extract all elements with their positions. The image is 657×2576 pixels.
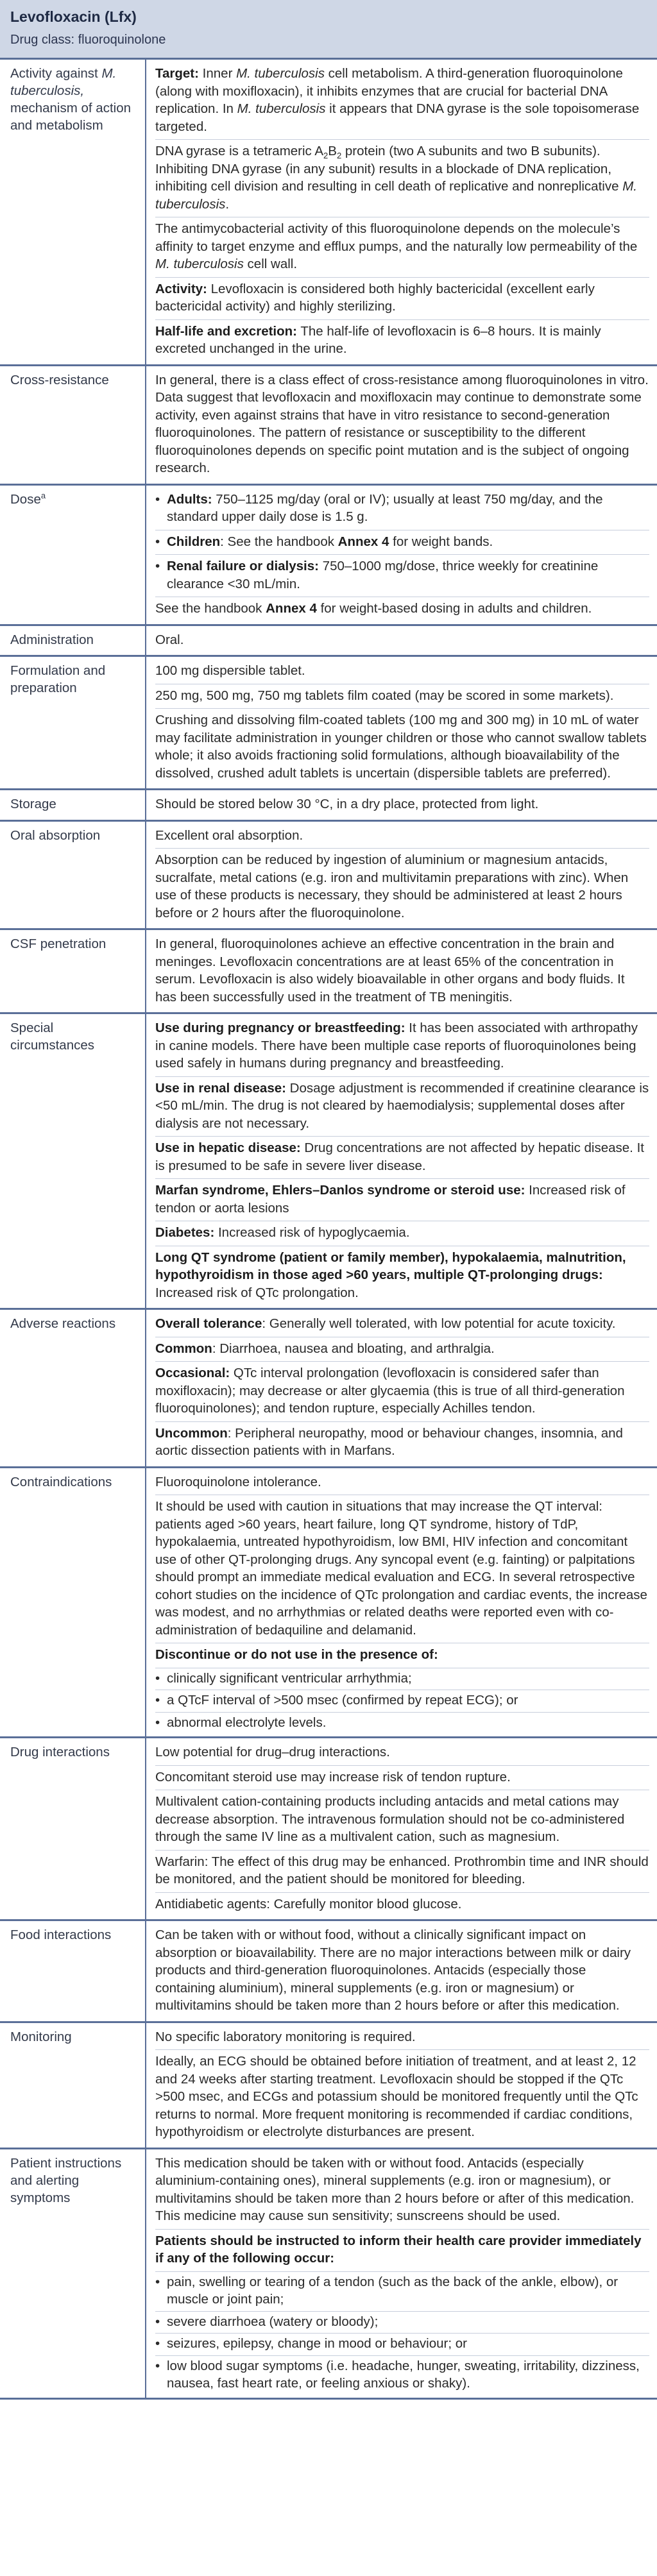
row-dose (0, 486, 657, 626)
row-label-dose: Dose$^a$ (10, 490, 46, 507)
row-monitoring (0, 2023, 657, 2149)
row-storage (0, 790, 657, 822)
drug-class: Drug class: fluoroquinolone (10, 33, 166, 47)
monitoring-none: No specific laboratory monitoring is required. (155, 2026, 649, 2051)
row-label-oral-absorption: Oral absorption (10, 827, 101, 843)
contraindications-intolerance: Fluoroquinolone intolerance. (155, 1471, 649, 1496)
activity-target: Target: Inner M. tuberculosis cell metabolism. A third-generation fluoroquinolone (along with moxifloxacin), it inhibits enzymes that are crucial for bacterial DNA replication. In M. tuberculosis it appears that DNA gyrase is the sole topoisomerase targeted. (155, 62, 649, 140)
row-content-dose (145, 486, 657, 624)
row-activity (0, 60, 657, 366)
adverse-occasional: Occasional: QTc interval prolongation (levofloxacin is considered safer than moxifloxacin); may decrease or alter glycaemia (this is true of all third-generation fluoroquinolones); and tendon rupture, especially Achilles tendon. (155, 1362, 649, 1422)
drug-interactions-low: Low potential for drug–drug interactions. (155, 1741, 649, 1766)
row-label-monitoring: Monitoring (10, 2029, 72, 2044)
storage-text: Should be stored below 30 °C, in a dry place, protected from light. (155, 797, 539, 811)
row-label-adverse: Adverse reactions (10, 1316, 116, 1331)
cross-resistance-text: In general, there is a class effect of cross-resistance among fluoroquinolones in vitro. Data suggest that levofloxacin and moxifloxacin may continue to demonstrate some activity, even against strains that have in vitro resistance to second-generation fluoroquinolones. The pattern of resistance or susceptibility to the different fluoroquinolones depends on specific point mutation and is the subject of ongoing research. (155, 372, 649, 475)
oral-absorption-excellent: Excellent oral absorption. (155, 824, 649, 849)
row-content-drug-interactions (145, 1738, 657, 1919)
row-content-activity (145, 60, 657, 364)
row-label-administration: Administration (10, 632, 94, 647)
row-content-oral-absorption (145, 822, 657, 929)
row-label-formulation: Formulation and preparation (10, 663, 106, 695)
row-label-storage: Storage (10, 797, 56, 811)
contraindications-bullet-arrhythmia: • clinically significant ventricular arrhythmia; (155, 1668, 649, 1691)
row-content-csf (145, 930, 657, 1012)
dose-children: • Children: See the handbook Annex 4 for weight bands. (155, 530, 649, 555)
contraindications-caution: It should be used with caution in situations that may increase the QT interval: patients aged >60 years, heart failure, long QT syndrome, history of TdP, hypokalaemia, untreated hypothyroidism, low BMI, HIV infection and concomitant use of other QT-prolonging drugs. Any syncopal event (e.g. fainting) or palpitations should prompt an immediate medical evaluation and ECG. In several retrospective cohort studies on the incidence of QTc prolongation and cardiac events, the increase was modest, and no arrhythmias or related deaths were reported even with co-administration of bedaquiline and delamanid. (155, 1495, 649, 1643)
row-label-csf: CSF penetration (10, 936, 107, 951)
special-renal: Use in renal disease: Dosage adjustment is recommended if creatinine clearance is <50 mL/min. The drug is not cleared by haemodialysis; supplemental doses after dialysis are not necessary. (155, 1077, 649, 1137)
special-diabetes: Diabetes: Increased risk of hypoglycaemia. (155, 1221, 649, 1246)
row-content-patient (145, 2149, 657, 2398)
row-label-special: Special circumstances (10, 1021, 95, 1053)
monograph-header (0, 0, 657, 60)
row-contraindications (0, 1468, 657, 1739)
adverse-common: Common: Diarrhoea, nausea and bloating, and arthralgia. (155, 1337, 649, 1362)
special-pregnancy: Use during pregnancy or breastfeeding: It has been associated with arthropathy in canine models. There have been multiple case reports of fluoroquinolones being used safely in humans during pregnancy and breastfeeding. (155, 1017, 649, 1077)
row-drug-interactions (0, 1738, 657, 1921)
activity-dna-gyrase: DNA gyrase is a tetrameric $A_2B_2$ protein (two A subunits and two B subunits). Inhibiting DNA gyrase (in any subunit) results in a blockade of DNA replication, inhibiting cell division and resulting in cell death of replicative and nonreplicative M. tuberculosis. (155, 140, 649, 217)
row-label-patient: Patient instructions and alerting symptoms (10, 2155, 122, 2205)
activity-activity: Activity: Levofloxacin is considered both highly bactericidal (excellent early bactericidal activity) and highly sterilizing. (155, 278, 649, 320)
activity-half-life: Half-life and excretion: The half-life of levofloxacin is 6–8 hours. It is mainly excreted unchanged in the urine. (155, 323, 601, 356)
administration-text: Oral. (155, 632, 184, 647)
contraindications-bullet-qtcf: • a QTcF interval of >500 msec (confirmed by repeat ECG); or (155, 1690, 649, 1713)
formulation-dispersible: 100 mg dispersible tablet. (155, 659, 649, 684)
contraindications-bullet-electrolyte: • abnormal electrolyte levels. (155, 1713, 649, 1734)
patient-inform-provider: Patients should be instructed to inform their health care provider immediately if any of the following occur: (155, 2230, 649, 2272)
row-label-cross-resistance: Cross-resistance (10, 372, 109, 387)
drug-interactions-warfarin: Warfarin: The effect of this drug may be enhanced. Prothrombin time and INR should be monitored, and the patient should be monitored for bleeding. (155, 1851, 649, 1893)
row-food-interactions (0, 1921, 657, 2023)
row-special-circumstances (0, 1014, 657, 1310)
row-content-special (145, 1014, 657, 1308)
adverse-overall: Overall tolerance: Generally well tolerated, with low potential for acute toxicity. (155, 1312, 649, 1337)
row-label-activity: Activity against M. tuberculosis, mechanism of action and metabolism (10, 66, 132, 133)
adverse-uncommon: Uncommon: Peripheral neuropathy, mood or behaviour changes, insomnia, and aortic dissection patients with in Marfans. (155, 1425, 623, 1458)
drug-interactions-steroid: Concomitant steroid use may increase risk of tendon rupture. (155, 1766, 649, 1791)
row-csf-penetration (0, 930, 657, 1014)
drug-title: Levofloxacin (Lfx) (10, 8, 137, 25)
formulation-tablets: 250 mg, 500 mg, 750 mg tablets film coated (may be scored in some markets). (155, 684, 649, 709)
row-administration (0, 626, 657, 657)
row-content-formulation (145, 657, 657, 788)
row-content-cross-resistance (145, 366, 657, 484)
drug-interactions-cation: Multivalent cation-containing products including antacids and metal cations may decrease absorption. The intravenous formulation should not be co-administered through the same IV line as a multivalent cation, such as magnesium. (155, 1790, 649, 1851)
csf-text: In general, fluoroquinolones achieve an effective concentration in the brain and meninges. Levofloxacin concentrations are at least 65% of the concentration in serum. Levofloxacin is also widely bioavailable in other organs and body fluids. It has been successfully used in the treatment of TB meningitis. (155, 936, 625, 1004)
row-content-storage (145, 790, 657, 820)
special-long-qt: Long QT syndrome (patient or family member), hypokalaemia, malnutrition, hypothyroidism in those aged >60 years, multiple QT-prolonging drugs: Increased risk of QTc prolongation. (155, 1250, 626, 1300)
dose-renal: • Renal failure or dialysis: 750–1000 mg/dose, thrice weekly for creatinine clearance <30 mL/min. (155, 555, 649, 597)
dose-adults: • Adults: 750–1125 mg/day (oral or IV); usually at least 750 mg/day, and the standard upper daily dose is 1.5 g. (155, 488, 649, 530)
special-hepatic: Use in hepatic disease: Drug concentrations are not affected by hepatic disease. It is presumed to be safe in severe liver disease. (155, 1137, 649, 1179)
row-content-adverse (145, 1310, 657, 1466)
patient-bullet-blood-sugar: • low blood sugar symptoms (i.e. headache, hunger, sweating, irritability, dizziness, nausea, fast heart rate, or feeling anxious or shaky). (155, 2356, 649, 2395)
row-content-monitoring (145, 2023, 657, 2148)
row-label-drug-interactions: Drug interactions (10, 1745, 110, 1759)
oral-absorption-reduced: Absorption can be reduced by ingestion of aluminium or magnesium antacids, sucralfate, metal cations (e.g. iron and multivitamin preparations with zinc). When use of these products is necessary, they should be administered at least 2 hours before or 2 hours after the fluoroquinolone. (155, 852, 629, 920)
row-patient-instructions (0, 2149, 657, 2400)
monitoring-ecg: Ideally, an ECG should be obtained before initiation of treatment, and at least 2, 12 and 24 weeks after starting treatment. Levofloxacin should be stopped if the QTc >500 msec, and ECGs and potassium should be monitored frequently until the QTc returns to normal. More frequent monitoring is recommended if cardiac conditions, hypothyroidism or electrolyte disturbances are present. (155, 2054, 638, 2139)
patient-instructions-text: This medication should be taken with or without food. Antacids (especially aluminium-containing ones), mineral supplements (e.g. iron or magnesium), or multivitamins should be taken more than 2 hours before or after of this medication. This medicine may cause sun sensitivity; sunscreens should be used. (155, 2152, 649, 2230)
row-cross-resistance (0, 366, 657, 486)
formulation-crushing: Crushing and dissolving film-coated tablets (100 mg and 300 mg) in 10 mL of water may facilitate administration in younger children or those who cannot swallow tablets whole; it also avoids fractioning solid formulations, although bioavailability of the dissolved, crushed adult tablets is uncertain (dispersible tablets are preferred). (155, 713, 647, 781)
patient-bullet-seizures: • seizures, epilepsy, change in mood or behaviour; or (155, 2334, 649, 2356)
activity-antimycobacterial: The antimycobacterial activity of this fluoroquinolone depends on the molecule’s affinity to target enzyme and efflux pumps, and the naturally low permeability of the M. tuberculosis cell wall. (155, 217, 649, 278)
food-text: Can be taken with or without food, without a clinically significant impact on absorption or bioavailability. There are no major interactions between milk or dairy products and third-generation fluoroquinolones. Antacids (especially those containing aluminium), mineral supplements (e.g. iron or magnesium) or multivitamins should be taken more than 2 hours before or after this medication. (155, 1928, 631, 2013)
special-marfan: Marfan syndrome, Ehlers–Danlos syndrome or steroid use: Increased risk of tendon or aorta lesions (155, 1179, 649, 1221)
row-formulation (0, 657, 657, 790)
patient-bullet-diarrhoea: • severe diarrhoea (watery or bloody); (155, 2312, 649, 2334)
row-oral-absorption (0, 822, 657, 931)
row-label-food: Food interactions (10, 1928, 112, 1942)
row-content-contraindications (145, 1468, 657, 1737)
contraindications-discontinue: Discontinue or do not use in the presence of: (155, 1643, 649, 1668)
drug-interactions-antidiabetic: Antidiabetic agents: Carefully monitor blood glucose. (155, 1896, 462, 1911)
dose-see-annex: See the handbook Annex 4 for weight-based dosing in adults and children. (155, 601, 592, 616)
row-content-food (145, 1921, 657, 2021)
row-label-contraindications: Contraindications (10, 1474, 112, 1489)
row-adverse-reactions (0, 1310, 657, 1468)
row-content-administration (145, 626, 657, 656)
patient-bullet-tendon: • pain, swelling or tearing of a tendon (such as the back of the ankle, elbow), or muscle or joint pain; (155, 2272, 649, 2312)
